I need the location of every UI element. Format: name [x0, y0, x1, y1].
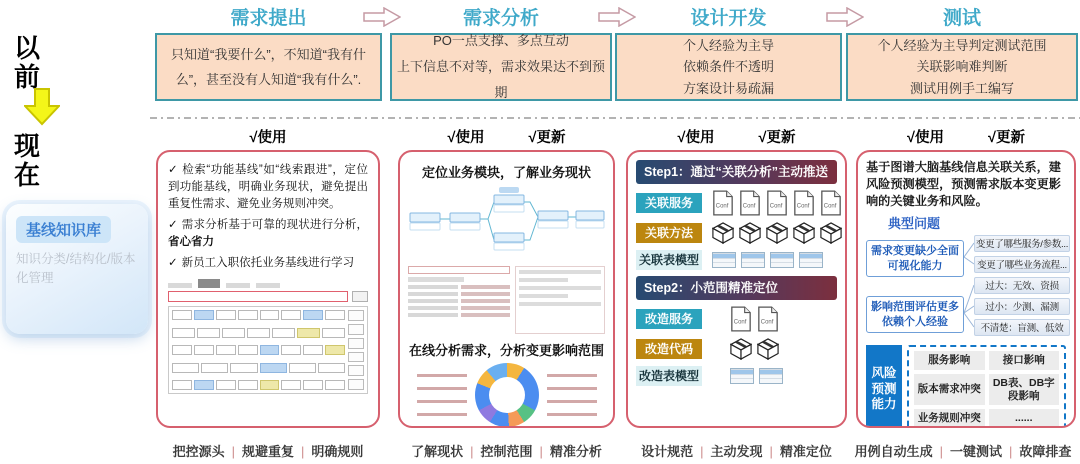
- before-text: 依赖条件不透明: [682, 59, 774, 75]
- problem-box-visibility: 需求变更缺少全面可视化能力: [866, 240, 964, 277]
- dashed-separator-line: [150, 117, 1080, 119]
- footer-item: 设计规范: [641, 444, 694, 459]
- stage-title-testing: 测试: [942, 8, 981, 29]
- risk-items-grid: [907, 345, 1066, 428]
- stage-title-requirement-analysis: 需求分析: [462, 8, 539, 29]
- risk-item: 服务影响: [914, 351, 985, 370]
- conf-doc-icon: [793, 190, 815, 216]
- timeline-before-label: 以前: [14, 33, 43, 93]
- risk-item: 接口影响: [989, 351, 1060, 370]
- footer-separator: |: [301, 444, 305, 459]
- footer-item: 了解现状: [411, 444, 464, 459]
- flow-arrow-icon: [598, 7, 636, 27]
- usage-badge: √使用: [249, 130, 287, 146]
- conf-doc-icon: [739, 190, 761, 216]
- conf-doc-icon: [766, 190, 788, 216]
- footer-separator: |: [939, 444, 943, 459]
- footer-item: 明确规则: [311, 444, 364, 459]
- footer-separator: |: [700, 444, 704, 459]
- flow-arrow-icon: [363, 7, 401, 27]
- footer-item: 故障排查: [1019, 444, 1072, 459]
- update-badge: √更新: [988, 130, 1025, 146]
- table-model-icon: [799, 252, 823, 268]
- conf-doc-icon: [712, 190, 734, 216]
- problem-item: 变更了哪些服务/参数...: [974, 235, 1070, 252]
- before-text: 方案设计易疏漏: [682, 80, 774, 96]
- problem-item: 过小：少测、漏测: [974, 298, 1070, 315]
- check-icon: ✓: [168, 219, 178, 232]
- table-model-icon: [741, 252, 765, 268]
- risk-ability-label: 风险预测能力: [866, 345, 902, 428]
- svg-text:Conf: Conf: [796, 203, 810, 210]
- problem-box-experience: 影响范围评估更多依赖个人经验: [866, 296, 964, 333]
- tag-rebuild-service: 改造服务: [636, 309, 702, 329]
- svg-text:Conf: Conf: [823, 203, 837, 210]
- tag-related-table-model: 关联表模型: [636, 250, 702, 270]
- tabs-placeholder: [168, 278, 368, 288]
- online-analysis-title: 在线分析需求，分析变更影响范围: [408, 343, 604, 358]
- solution-frame-design-development: [626, 150, 847, 428]
- before-box-requirement-analysis: [390, 33, 612, 101]
- table-model-icon: [712, 252, 736, 268]
- usage-badge: √使用: [677, 130, 715, 146]
- related-table-row: [636, 250, 837, 270]
- footer-separator: |: [231, 444, 235, 459]
- check-icon: ✓: [168, 257, 178, 270]
- before-text: 个人经验为主导判定测试范围: [877, 38, 1047, 54]
- checklist-item: [168, 162, 368, 213]
- before-text: 只知道“我要什么”，不知道“我有什么”，甚至没有人知道“我有什么”.: [171, 46, 366, 87]
- search-bar-placeholder: [168, 291, 368, 302]
- risk-item: ......: [989, 409, 1060, 428]
- svg-text:Conf: Conf: [742, 203, 756, 210]
- step1-header: Step1：通过“关联分析”主动推送: [636, 160, 837, 184]
- badges-col3: [626, 126, 847, 146]
- solution-frame-requirement-proposal: [156, 150, 380, 428]
- footer-col4: [846, 441, 1080, 459]
- check-icon: ✓: [168, 164, 179, 176]
- donut-ring: [475, 363, 539, 427]
- table-model-icon: [759, 368, 783, 384]
- svg-text:Conf: Conf: [733, 319, 747, 326]
- feature-map-grid: [168, 306, 368, 394]
- knowledge-card-title: 基线知识库: [16, 216, 111, 243]
- risk-prediction-section: [866, 345, 1066, 428]
- update-badge: √更新: [528, 130, 566, 146]
- footer-separator: |: [539, 444, 543, 459]
- checklist-text: 新员工入职依托业务基线进行学习: [181, 257, 355, 270]
- before-text: PO一点支撑、多点互动: [433, 33, 569, 48]
- rebuild-table-row: [636, 366, 837, 386]
- usage-badge: √使用: [907, 130, 944, 146]
- footer-item: 精准定位: [779, 444, 832, 459]
- related-method-row: [636, 222, 837, 244]
- checklist-text: 检索“功能基线”如“线索跟进”，定位到功能基线，明确业务现状，避免提出重复性需求、避免业务规则冲突。: [168, 164, 368, 211]
- down-arrow-icon: [24, 88, 60, 126]
- footer-item: 主动发现: [710, 444, 763, 459]
- flow-arrow-icon: [826, 7, 864, 27]
- knowledge-card-subtitle: 知识分类/结构化/版本化管理: [16, 252, 136, 285]
- footer-item: 规避重复: [241, 444, 294, 459]
- package-icon: [766, 222, 788, 244]
- before-text: 关联影响难判断: [916, 59, 1008, 75]
- footer-separator: |: [769, 444, 773, 459]
- problem-item: 不清楚：盲测、低效: [974, 319, 1070, 336]
- module-flow-thumbnail: [406, 185, 609, 257]
- rebuild-code-row: [636, 338, 837, 360]
- risk-item: DB表、DB字段影响: [989, 374, 1060, 405]
- problem-item: 变更了哪些业务流程...: [974, 256, 1070, 273]
- donut-left-labels: [417, 374, 467, 416]
- checklist-text: 需求分析基于可靠的现状进行分析，: [181, 219, 369, 232]
- package-icon: [820, 222, 842, 244]
- table-model-icon: [770, 252, 794, 268]
- checklist-text-bold: 省心省力: [168, 236, 214, 249]
- before-text: 个人经验为主导: [682, 38, 774, 54]
- package-icon: [712, 222, 734, 244]
- risk-item: 业务规则冲突: [914, 409, 985, 428]
- package-icon: [730, 338, 752, 360]
- solution-frame-testing: [856, 150, 1076, 428]
- svg-text:Conf: Conf: [769, 203, 783, 210]
- conf-doc-icon: [820, 190, 842, 216]
- footer-separator: |: [1009, 444, 1013, 459]
- impact-donut-chart: [406, 363, 607, 427]
- package-icon: [793, 222, 815, 244]
- checklist-item: [168, 255, 368, 272]
- feature-map-thumbnail: [168, 278, 368, 394]
- search-button-placeholder: [352, 291, 368, 302]
- solution-frame-requirement-analysis: [398, 150, 615, 428]
- before-box-requirement-proposal: [155, 33, 382, 101]
- donut-right-labels: [547, 374, 597, 416]
- before-box-design-development: [615, 33, 842, 101]
- update-badge: √更新: [758, 130, 796, 146]
- problem-item: 过大：无效、资损: [974, 277, 1070, 294]
- before-text: 测试用例手工编写: [909, 80, 1014, 96]
- analysis-table-thumbnail: [408, 266, 605, 334]
- usage-badge: √使用: [447, 130, 485, 146]
- badges-col4: [856, 126, 1076, 146]
- footer-item: 把控源头: [172, 444, 225, 459]
- table-model-icon: [730, 368, 754, 384]
- badges-col1: [156, 126, 380, 146]
- footer-col1: [156, 441, 380, 459]
- risk-model-intro: 基于图谱大脑基线信息关联关系，建风险预测模型，预测需求版本变更影响的关键业务和风险。: [866, 160, 1061, 208]
- tag-related-method: 关联方法: [636, 223, 702, 243]
- package-icon: [757, 338, 779, 360]
- typical-problems-map: [866, 235, 1069, 342]
- tag-related-service: 关联服务: [636, 193, 702, 213]
- before-text: 上下信息不对等，需求效果达不到预期: [396, 59, 605, 100]
- rebuild-service-row: [636, 306, 837, 332]
- svg-text:Conf: Conf: [715, 203, 729, 210]
- tag-rebuild-table-model: 改造表模型: [636, 366, 702, 386]
- step2-header: Step2：小范围精准定位: [636, 276, 837, 300]
- footer-separator: |: [470, 444, 474, 459]
- conf-doc-icon: [730, 306, 752, 332]
- footer-item: 控制范围: [480, 444, 533, 459]
- footer-col3: [626, 441, 847, 459]
- risk-item: 版本需求冲突: [914, 374, 985, 405]
- module-locate-title: 定位业务模块，了解业务现状: [421, 165, 591, 180]
- package-icon: [739, 222, 761, 244]
- footer-col2: [398, 441, 615, 459]
- before-box-testing: [846, 33, 1078, 101]
- conf-doc-icon: [757, 306, 779, 332]
- related-service-row: [636, 190, 837, 216]
- search-input-placeholder: [168, 291, 348, 302]
- footer-item: 用例自动生成: [854, 444, 933, 459]
- tag-rebuild-code: 改造代码: [636, 339, 702, 359]
- typical-problems-label: 典型问题: [888, 216, 941, 232]
- footer-item: 精准分析: [549, 444, 602, 459]
- stage-title-requirement-proposal: 需求提出: [230, 8, 307, 29]
- svg-text:Conf: Conf: [760, 319, 774, 326]
- timeline-now-label: 现在: [14, 131, 43, 191]
- badges-col2: [398, 126, 615, 146]
- checklist-item: [168, 217, 368, 251]
- knowledge-base-card: [6, 204, 148, 334]
- stage-title-design-development: 设计开发: [690, 8, 767, 29]
- footer-item: 一键测试: [949, 444, 1002, 459]
